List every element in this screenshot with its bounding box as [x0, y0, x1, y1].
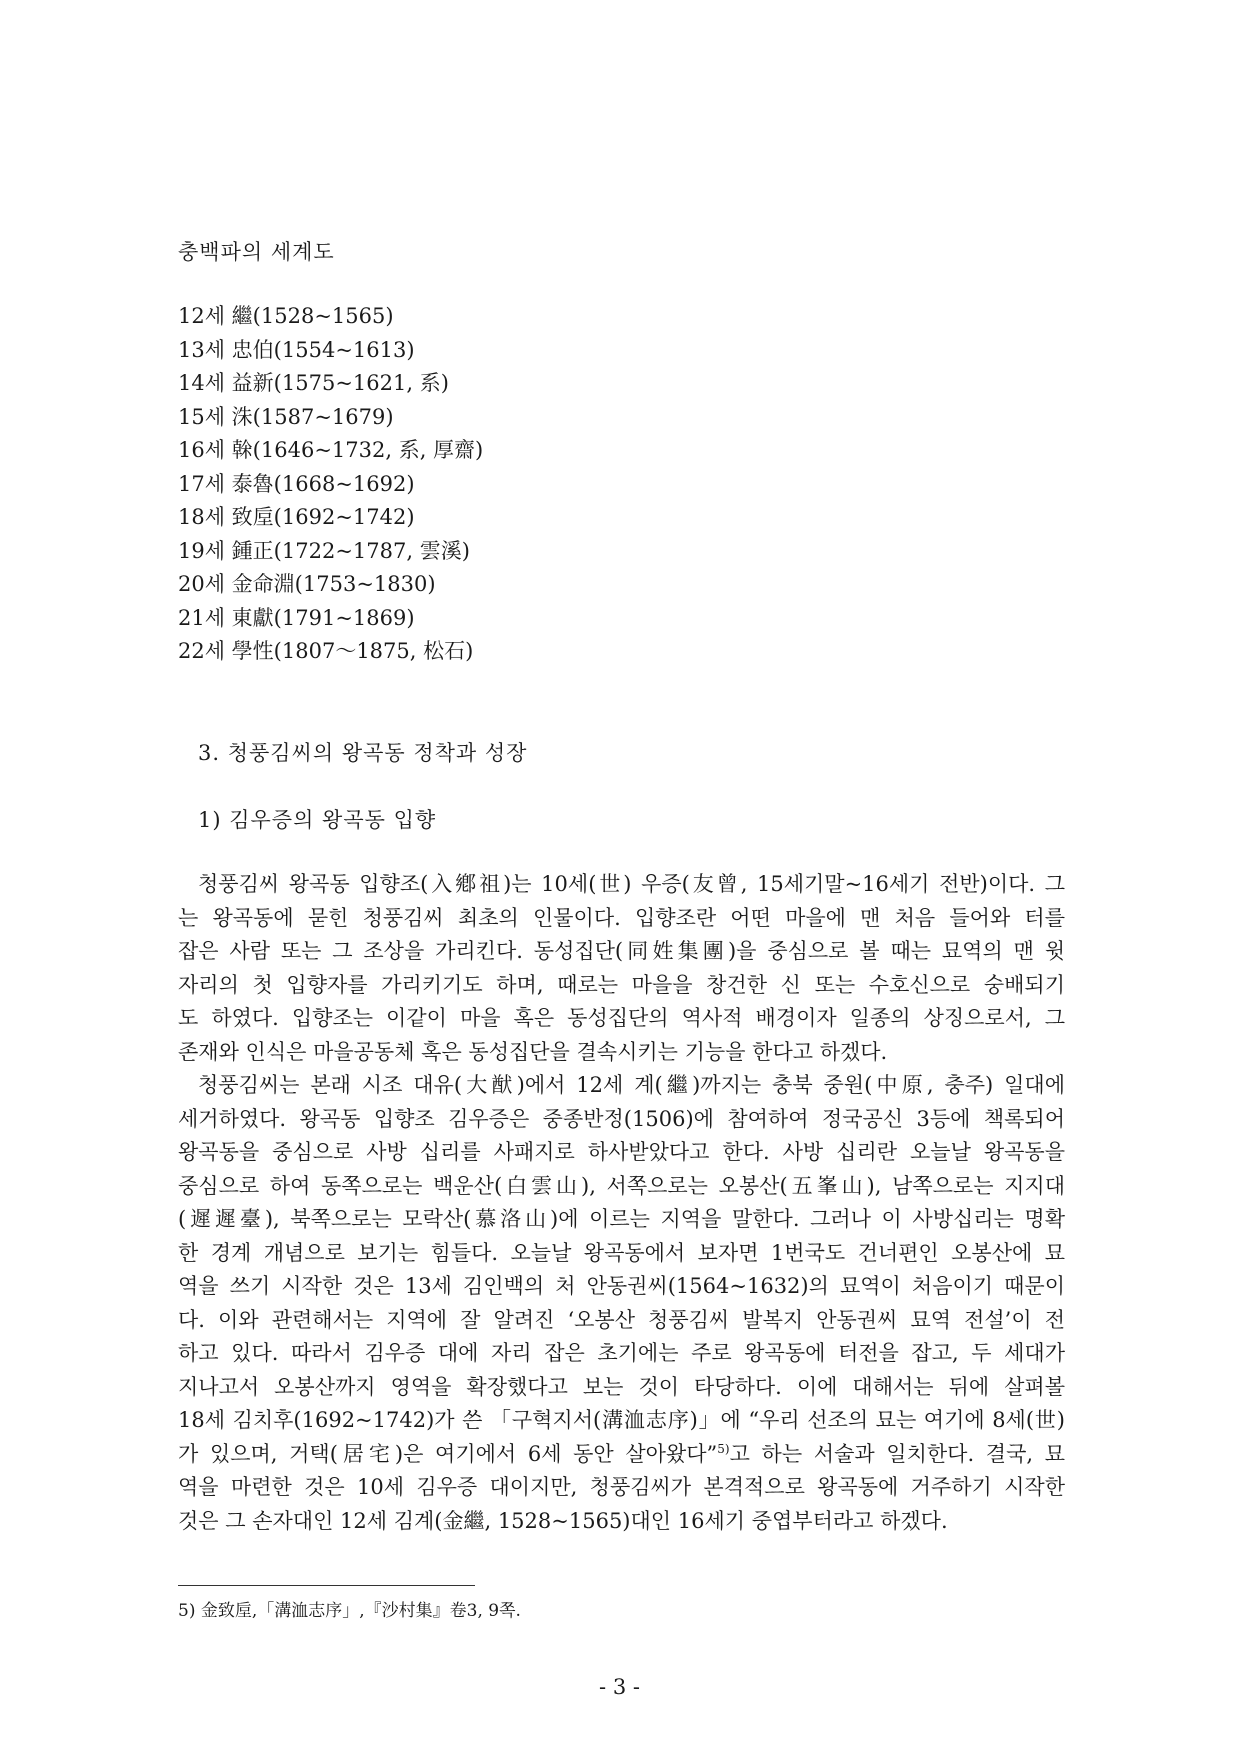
- genealogy-entry: 18세 致垕(1692~1742): [178, 505, 415, 529]
- genealogy-entry: 15세 洙(1587~1679): [178, 404, 394, 429]
- section-subheading: 1) 김우증의 왕곡동 입향: [198, 808, 437, 832]
- text-line: 중심으로 하여 동쪽으로는 백운산(白雲山), 서쪽으로는 오봉산(五峯山), 남쪽으로는 지지대: [178, 1173, 1065, 1198]
- text-line: 존재와 인식은 마을공동체 혹은 동성집단을 결속시키는 기능을 한다고 하겠다.: [178, 1039, 888, 1064]
- page-number: - 3 -: [599, 1675, 640, 1699]
- text-line: 청풍김씨 왕곡동 입향조(入鄕祖)는 10세(世) 우증(友曾, 15세기말~16세기 전반)이다. 그: [198, 872, 1065, 896]
- section-heading: 3. 청풍김씨의 왕곡동 정착과 성장: [198, 741, 528, 765]
- text-line: 역을 마련한 것은 10세 김우증 대이지만, 청풍김씨가 본격적으로 왕곡동에 거주하기 시작한: [178, 1475, 1065, 1499]
- genealogy-entry: 20세 金命淵(1753~1830): [178, 572, 436, 596]
- text-fragment: 고 하는 서술과 일치한다. 결국, 묘: [729, 1441, 1065, 1466]
- paragraph-1: [178, 868, 1065, 1069]
- text-line: 잡은 사람 또는 그 조상을 가리킨다. 동성집단(同姓集團)을 중심으로 볼 때는 묘역의 맨 윗: [178, 939, 1065, 963]
- text-line: 청풍김씨는 본래 시조 대유(大猷)에서 12세 계(繼)까지는 충북 중원(中原, 충주) 일대에: [198, 1073, 1065, 1097]
- text-line: 것은 그 손자대인 12세 김계(金繼, 1528~1565)대인 16세기 중엽부터라고 하겠다.: [178, 1508, 948, 1533]
- text-line: 다. 이와 관련해서는 지역에 잘 알려진 ‘오봉산 청풍김씨 발복지 안동권씨 묘역 전설’이 전: [178, 1307, 1065, 1332]
- genealogy-entry: 21세 東獻(1791~1869): [178, 605, 415, 630]
- genealogy-entry: 19세 鍾正(1722~1787, 雲溪): [178, 538, 470, 563]
- genealogy-title: 충백파의 세계도: [178, 240, 335, 264]
- genealogy-entry: 17세 泰魯(1668~1692): [178, 471, 415, 496]
- text-line: 18세 김치후(1692~1742)가 쓴 「구혁지서(溝洫志序)」에 “우리 선조의 묘는 여기에 8세(世): [178, 1408, 1065, 1432]
- text-line: 하고 있다. 따라서 김우증 대에 자리 잡은 초기에는 주로 왕곡동에 터전을 잡고, 두 세대가: [178, 1341, 1065, 1365]
- genealogy-entry: 16세 榦(1646~1732, 系, 厚齋): [178, 438, 484, 462]
- text-line: 왕곡동을 중심으로 사방 십리를 사패지로 하사받았다고 한다. 사방 십리란 오늘날 왕곡동을: [178, 1140, 1065, 1164]
- text-line: 는 왕곡동에 묻힌 청풍김씨 최초의 인물이다. 입향조란 어떤 마을에 맨 처음 들어와 터를: [178, 905, 1065, 930]
- footnote-divider: [178, 1585, 475, 1586]
- genealogy-entry: 14세 益新(1575~1621, 系): [178, 371, 449, 395]
- text-line: 역을 쓰기 시작한 것은 13세 김인백의 처 안동권씨(1564~1632)의 묘역이 처음이기 때문이: [178, 1274, 1065, 1298]
- text-line: (遲遲臺), 북쪽으로는 모락산(慕洛山)에 이르는 지역을 말한다. 그러나 이 사방십리는 명확: [178, 1207, 1065, 1231]
- paragraph-2: [178, 1069, 1065, 1538]
- genealogy-list: [178, 300, 483, 669]
- text-line: 한 경계 개념으로 보기는 힘들다. 오늘날 왕곡동에서 보자면 1번국도 건너편인 오봉산에 묘: [178, 1240, 1065, 1265]
- text-line: 자리의 첫 입향자를 가리키기도 하며, 때로는 마을을 창건한 신 또는 수호신으로 숭배되기: [178, 972, 1065, 997]
- text-line: 도 하였다. 입향조는 이같이 마을 혹은 동성집단의 역사적 배경이자 일종의 상징으로서, 그: [178, 1006, 1065, 1030]
- text-line-with-footnote: [178, 1438, 1065, 1472]
- text-line: 지나고서 오봉산까지 영역을 확장했다고 보는 것이 타당하다. 이에 대해서는 뒤에 살펴볼: [178, 1374, 1065, 1399]
- footnote-reference[interactable]: 5): [717, 1441, 730, 1456]
- genealogy-entry: 12세 繼(1528~1565): [178, 304, 394, 328]
- footnote: 5) 金致垕,「溝洫志序」,『沙村集』卷3, 9쪽.: [178, 1601, 521, 1621]
- genealogy-entry: 22세 學性(1807～1875, 松石): [178, 639, 474, 663]
- body-text: [178, 868, 1065, 1538]
- text-line: 세거하였다. 왕곡동 입향조 김우증은 중종반정(1506)에 참여하여 정국공신 3등에 책록되어: [178, 1106, 1065, 1131]
- text-fragment: 가 있으며, 거택(居宅)은 여기에서 6세 동안 살아왔다”: [178, 1441, 718, 1466]
- genealogy-entry: 13세 忠伯(1554~1613): [178, 337, 415, 362]
